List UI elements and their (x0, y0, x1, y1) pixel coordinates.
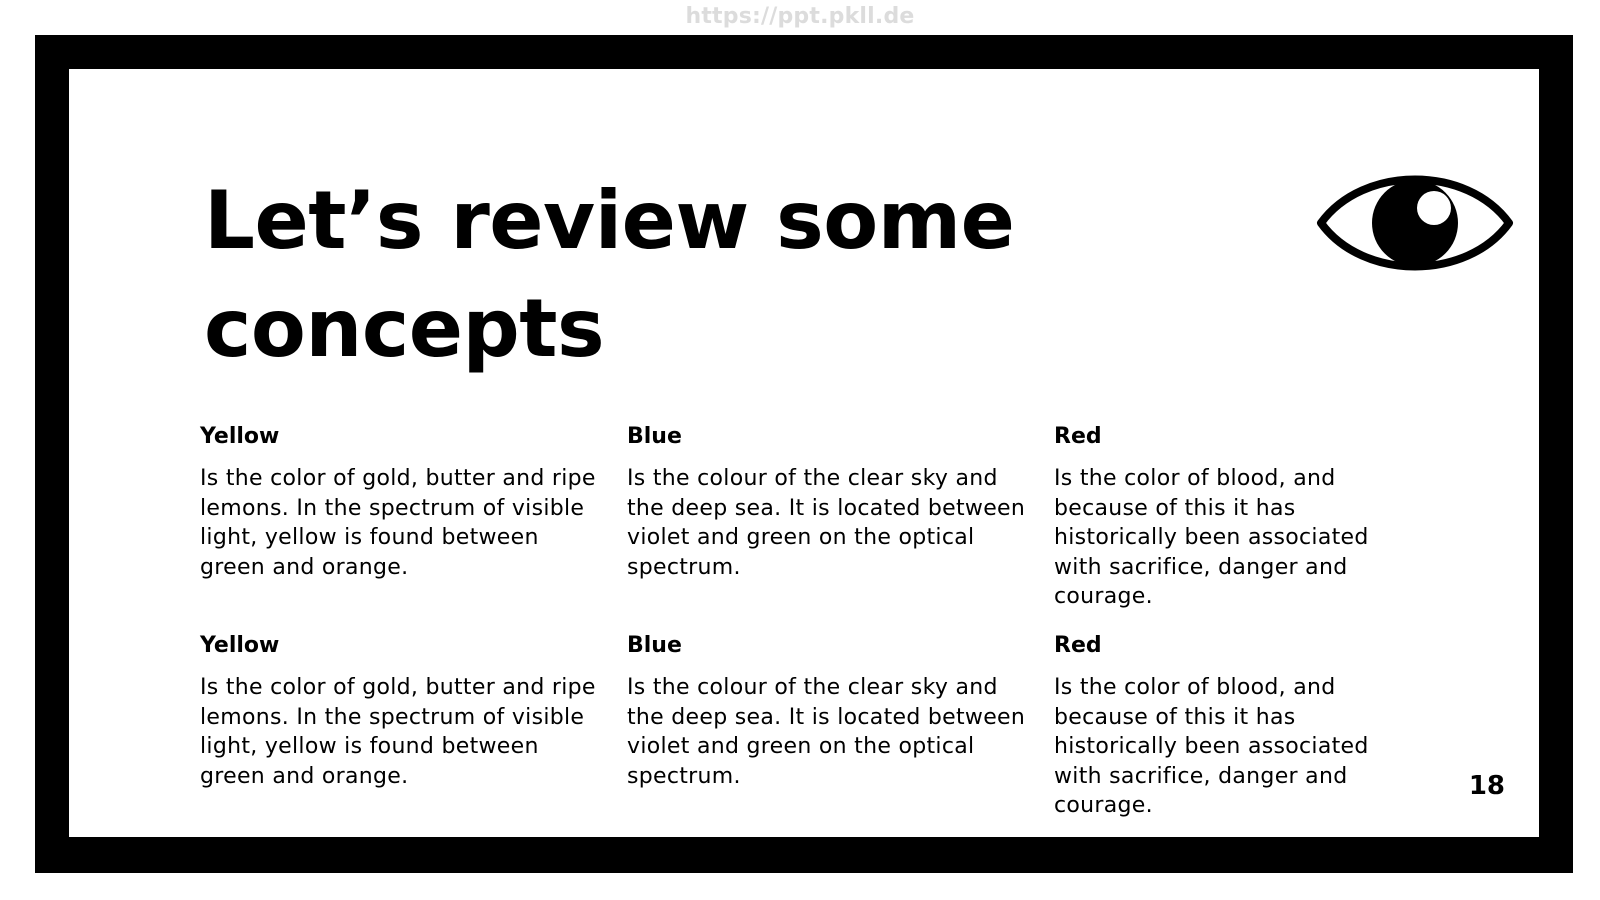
concept-yellow-2 (200, 632, 600, 791)
watermark-url: https://ppt.pkll.de (685, 4, 915, 29)
slide-frame (35, 35, 1573, 873)
concept-yellow-1 (200, 423, 600, 582)
concept-blue-1 (627, 423, 1027, 582)
concept-text: Is the color of gold, butter and ripe lemons. In the spectrum of visible light, yellow is found between green and orange. (200, 675, 596, 789)
eye-icon (1313, 159, 1517, 289)
concept-red-1 (1054, 423, 1404, 612)
concept-heading: Yellow (200, 633, 280, 658)
slide-title: Let’s review some concepts (204, 174, 1015, 375)
concept-heading: Yellow (200, 424, 280, 449)
concept-text: Is the colour of the clear sky and the deep sea. It is located between violet and green on the optical spectrum. (627, 675, 1026, 789)
concept-blue-2 (627, 632, 1027, 791)
concept-heading: Red (1054, 424, 1102, 449)
concept-text: Is the color of blood, and because of this it has historically been associated with sacrifice, danger and courage. (1054, 466, 1369, 609)
page-number: 18 (1468, 771, 1505, 801)
concept-text: Is the colour of the clear sky and the deep sea. It is located between violet and green on the optical spectrum. (627, 466, 1026, 580)
concept-heading: Blue (627, 633, 682, 658)
concept-text: Is the color of gold, butter and ripe lemons. In the spectrum of visible light, yellow is found between green and orange. (200, 466, 596, 580)
concept-heading: Blue (627, 424, 682, 449)
concept-text: Is the color of blood, and because of this it has historically been associated with sacrifice, danger and courage. (1054, 675, 1369, 818)
concept-red-2 (1054, 632, 1404, 821)
slide (69, 69, 1539, 837)
concept-heading: Red (1054, 633, 1102, 658)
